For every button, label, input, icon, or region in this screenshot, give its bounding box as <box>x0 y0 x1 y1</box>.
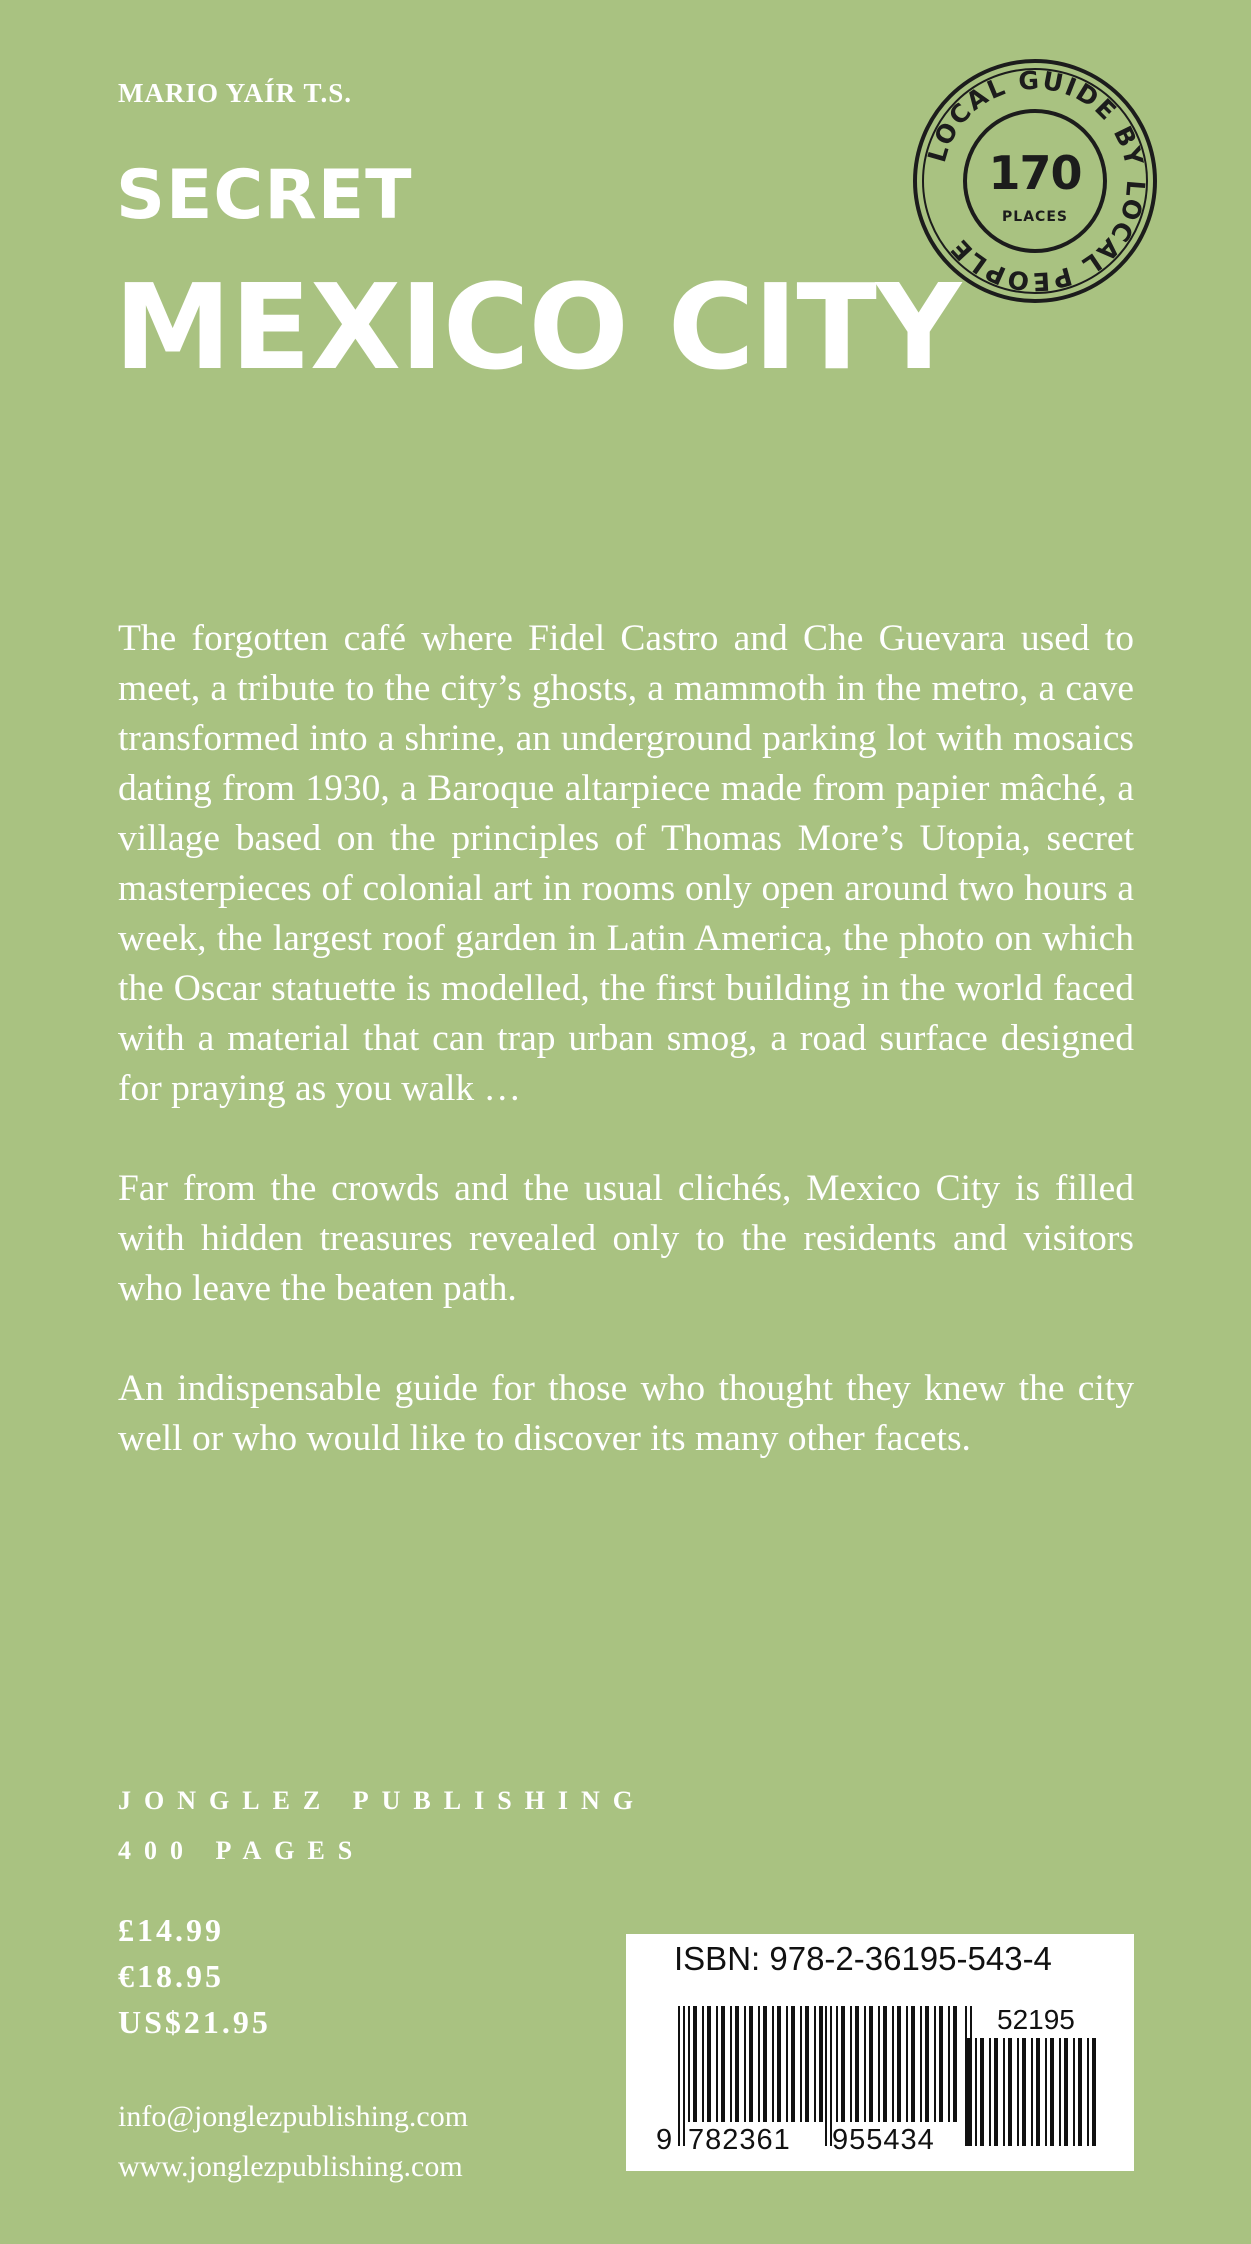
price-gbp: £14.99 <box>118 1912 224 1948</box>
stamp-seal-icon <box>912 58 1158 304</box>
author-name: MARIO YAÍR T.S. <box>118 78 353 108</box>
stamp-number: 170 <box>988 146 1082 200</box>
isbn-barcode <box>626 1934 1134 2171</box>
price-usd: US$21.95 <box>118 2004 271 2040</box>
publisher-name: JONGLEZ PUBLISHING <box>118 1786 647 1815</box>
barcode-right-group: 955434 <box>832 2124 935 2156</box>
price-eur: €18.95 <box>118 1958 224 1994</box>
svg-text:LOCAL GUIDE BY LOCAL PEOPLE <box>922 66 1150 297</box>
local-guide-stamp <box>912 58 1158 304</box>
isbn-number: ISBN: 978-2-36195-543-4 <box>674 1940 1052 1977</box>
contact-website[interactable]: www.jonglezpublishing.com <box>118 2150 463 2183</box>
title-mexico-city: MEXICO CITY <box>114 258 961 396</box>
title-secret: SECRET <box>116 156 413 235</box>
stamp-ring-text: LOCAL GUIDE BY LOCAL PEOPLE <box>922 65 1151 297</box>
description-paragraph-3: An indispensable guide for those who thought they knew the city well or who would like to discover its many other facets. <box>118 1368 1134 1459</box>
description <box>118 614 1134 1514</box>
barcode-left-group: 782361 <box>688 2124 791 2156</box>
barcode-lead-digit: 9 <box>656 2124 673 2156</box>
stamp-places-label: PLACES <box>1002 209 1068 225</box>
contact-email[interactable]: info@jonglezpublishing.com <box>118 2100 469 2133</box>
page-count: 400 PAGES <box>118 1836 366 1865</box>
description-paragraph-2: Far from the crowds and the usual clichés, Mexico City is filled with hidden treasures revealed only to the residents and visitors who leave the beaten path. <box>118 1168 1134 1309</box>
barcode-addon-number: 52195 <box>997 2004 1075 2035</box>
description-paragraph-1: The forgotten café where Fidel Castro and Che Guevara used to meet, a tribute to the city’s ghosts, a mammoth in the metro, a cave transformed into a shrine, an underground parking lot with mosaics dating from 1930, a Baroque altarpiece made from papier mâché, a village based on the principles of Thomas More’s Utopia, secret masterpieces of colonial art in rooms only open around two hours a week, the largest roof garden in Latin America, the photo on which the Oscar statuette is modelled, the first building in the world faced with a material that can trap urban smog, a road surface designed for praying as you walk … <box>118 618 1134 1109</box>
